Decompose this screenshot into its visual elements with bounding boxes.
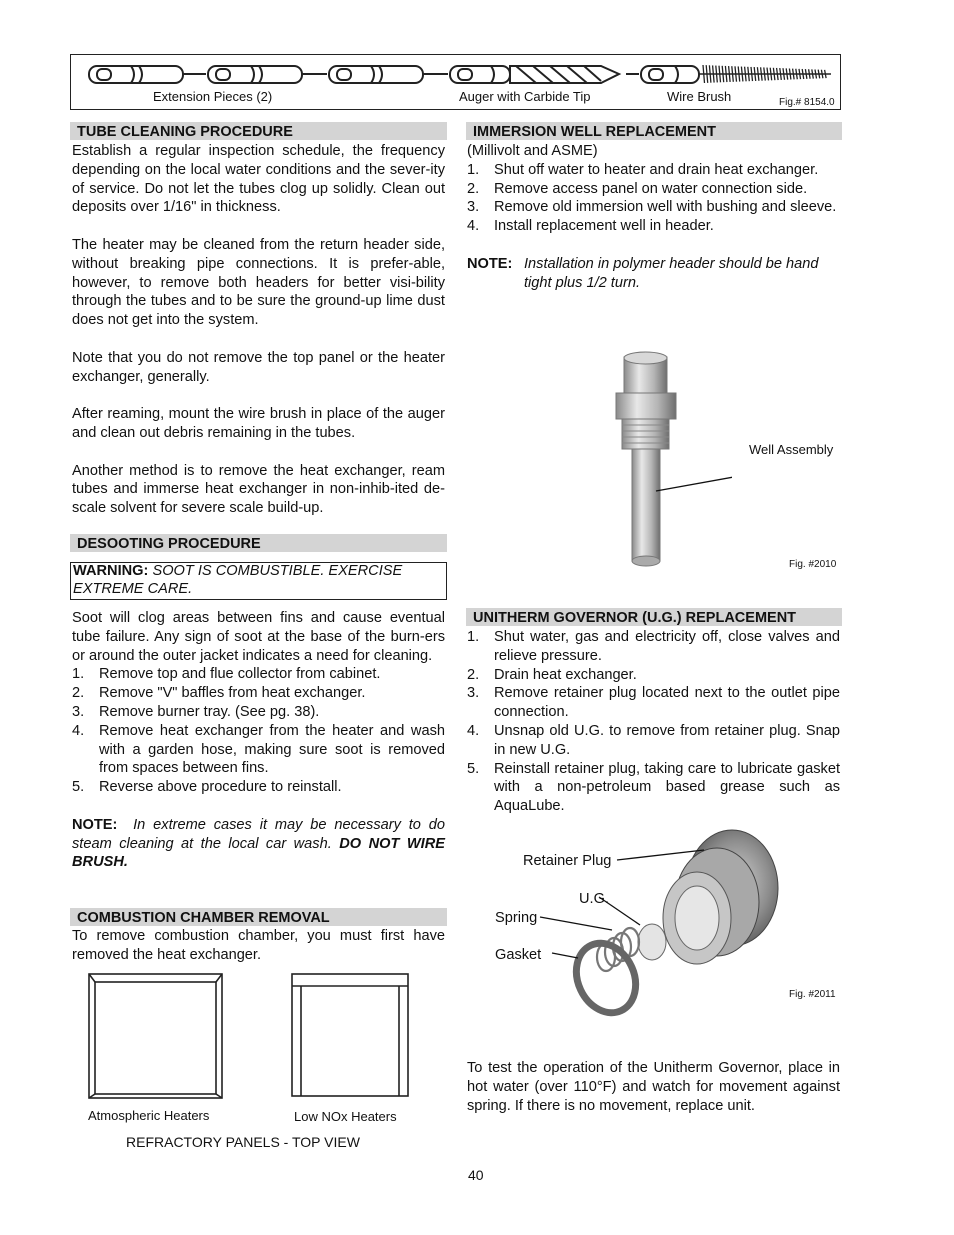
brush-bristle (796, 69, 798, 80)
brush-bristle (751, 67, 753, 81)
warning-text: SOOT IS COMBUSTIBLE. EXERCISE EXTREME CARE. (73, 563, 403, 597)
list-item: 2. Remove access panel on water connection side. (467, 180, 808, 197)
list-item: 1. Remove top and flue collector from cabinet. (72, 666, 381, 683)
brush-bristle (780, 68, 782, 80)
brush-bristle (812, 69, 814, 78)
brush-bristle (741, 67, 743, 82)
brush-bristle (761, 67, 763, 80)
immersion-note: NOTE: Installation in polymer header should be hand tight plus 1/2 turn. (467, 255, 819, 291)
paragraph: Note that you do not remove the top panel or the heater exchanger, generally. (72, 349, 445, 385)
brush-bristle (716, 66, 718, 83)
brush-bristle (703, 65, 705, 83)
desooting-steps (72, 665, 445, 797)
immersion-steps (467, 161, 840, 236)
brush-bristle (722, 66, 724, 82)
brush-bristle (738, 66, 740, 81)
list-item: 2. Drain heat exchanger. (467, 666, 637, 683)
brush-bristle (732, 66, 734, 82)
refractory-caption: REFRACTORY PANELS - TOP VIEW (126, 1134, 360, 1150)
combustion-heading: COMBUSTION CHAMBER REMOVAL (70, 908, 447, 926)
brush-bristle (805, 69, 807, 79)
cleaning-tools-illustration (71, 57, 839, 93)
label-ug: U.G. (579, 891, 609, 907)
label-atmospheric: Atmospheric Heaters (88, 1108, 210, 1123)
label-low-nox: Low NOx Heaters (294, 1109, 397, 1124)
brush-bristle (713, 65, 715, 82)
desooting-note: NOTE: In extreme cases it may be necessary to do steam cleaning at the local car wash. DO NOT WIRE BRUSH. (72, 816, 446, 871)
warning-box (70, 562, 447, 600)
fig-number-top: Fig.# 8154.0 (779, 97, 835, 108)
brush-bristle (825, 70, 827, 78)
brush-bristle (799, 69, 801, 79)
unitherm-steps (467, 628, 840, 816)
warning-label: WARNING: (73, 563, 149, 579)
brush-bristle (818, 70, 820, 79)
tube-cleaning-body (72, 142, 445, 518)
list-item: 5. Reinstall retainer plug, taking care to lubricate gasket with a non-petroleum based grease such as AquaLube. (467, 760, 840, 815)
refractory-panels-diagram (85, 972, 415, 1102)
label-wire-brush: Wire Brush (667, 89, 732, 104)
tools-figure (70, 54, 841, 110)
list-item: 3. Remove retainer plug located next to the outlet pipe connection. (467, 685, 840, 721)
combustion-text: To remove combustion chamber, you must first have removed the heat exchanger. (72, 928, 445, 963)
unitherm-heading: UNITHERM GOVERNOR (U.G.) REPLACEMENT (466, 608, 842, 626)
label-auger: Auger with Carbide Tip (459, 89, 591, 104)
fig-number-2011: Fig. #2011 (789, 989, 836, 1000)
unitherm-test-text: To test the operation of the Unitherm Governor, place in hot water (over 110°F) and watch for movement against spring. If there is no movement, replace unit. (467, 1060, 840, 1114)
paragraph: Establish a regular inspection schedule, the frequency depending on the local water conditions and the sever-ity of service. Do not let the tubes clog up solidly. Clean out deposits over 1/16" in thickness. (72, 143, 445, 216)
list-item: 5. Reverse above procedure to reinstall. (72, 779, 342, 796)
list-item: 4. Unsnap old U.G. to remove from retainer plug. Snap in new U.G. (467, 722, 840, 758)
brush-bristle (809, 69, 811, 78)
desooting-heading: DESOOTING PROCEDURE (70, 534, 447, 552)
label-extension-pieces: Extension Pieces (2) (153, 89, 273, 104)
paragraph: After reaming, mount the wire brush in place of the auger and clean out debris remaining in the tubes. (72, 406, 445, 441)
brush-bristle (802, 69, 804, 79)
list-item: 1. Shut off water to heater and drain heat exchanger. (467, 161, 819, 178)
brush-bristle (764, 67, 766, 80)
immersion-heading: IMMERSION WELL REPLACEMENT (466, 122, 842, 140)
list-item: 3. Remove burner tray. (See pg. 38). (72, 703, 320, 720)
brush-bristle (777, 68, 779, 80)
brush-bristle (725, 66, 727, 82)
desooting-body (72, 609, 445, 872)
immersion-subtitle: (Millivolt and ASME) (467, 143, 598, 159)
fig-number-2010: Fig. #2010 (789, 559, 837, 570)
list-item: 3. Remove old immersion well with bushing and sleeve. (467, 199, 837, 216)
brush-bristle (706, 65, 708, 83)
brush-bristle (773, 68, 775, 80)
label-gasket: Gasket (495, 947, 542, 963)
list-item: 2. Remove "V" baffles from heat exchanger. (72, 685, 366, 702)
list-item: 4. Install replacement well in header. (467, 218, 714, 235)
immersion-body (467, 142, 840, 292)
brush-bristle (786, 68, 788, 79)
brush-bristle (770, 68, 772, 81)
tube-cleaning-heading: TUBE CLEANING PROCEDURE (70, 122, 447, 140)
brush-bristle (815, 70, 817, 79)
brush-bristle (789, 68, 791, 79)
unitherm-body (467, 628, 840, 816)
brush-bristle (821, 70, 823, 78)
brush-bristle (767, 68, 769, 81)
brush-bristle (748, 67, 750, 81)
brush-bristle (719, 66, 721, 83)
brush-bristle (709, 65, 711, 82)
list-item: 4. Remove heat exchanger from the heater and wash with a garden hose, making sure soot is removed from spaces between fins. (72, 722, 445, 777)
brush-bristle (793, 69, 795, 80)
desooting-intro: Soot will clog areas between fins and cause eventual tube failure. Any sign of soot at the base of the burn-ers or around the outer jacket indicates a need for cleaning. (72, 610, 445, 664)
brush-bristle (783, 68, 785, 80)
brush-bristle (735, 66, 737, 81)
label-well-assembly: Well Assembly (749, 442, 834, 457)
brush-bristle (729, 66, 731, 82)
label-retainer-plug: Retainer Plug (523, 853, 612, 869)
paragraph: Another method is to remove the heat exchanger, ream tubes and immerse heat exchanger in non-inhib-ited de-scale solvent for severe scale build-up. (72, 462, 445, 517)
paragraph: The heater may be cleaned from the return header side, without breaking pipe connections. It is prefer-able, however, to remove both headers for better visi-bility through the tubes and to be sure the ground-up lime dust does not get into the system. (72, 236, 445, 329)
brush-bristle (754, 67, 756, 81)
brush-bristle (745, 67, 747, 82)
brush-bristle (757, 67, 759, 81)
list-item: 1. Shut water, gas and electricity off, close valves and relieve pressure. (467, 629, 840, 664)
page-number: 40 (468, 1167, 484, 1183)
well-assembly-illustration (612, 345, 732, 585)
label-spring: Spring (495, 910, 538, 926)
